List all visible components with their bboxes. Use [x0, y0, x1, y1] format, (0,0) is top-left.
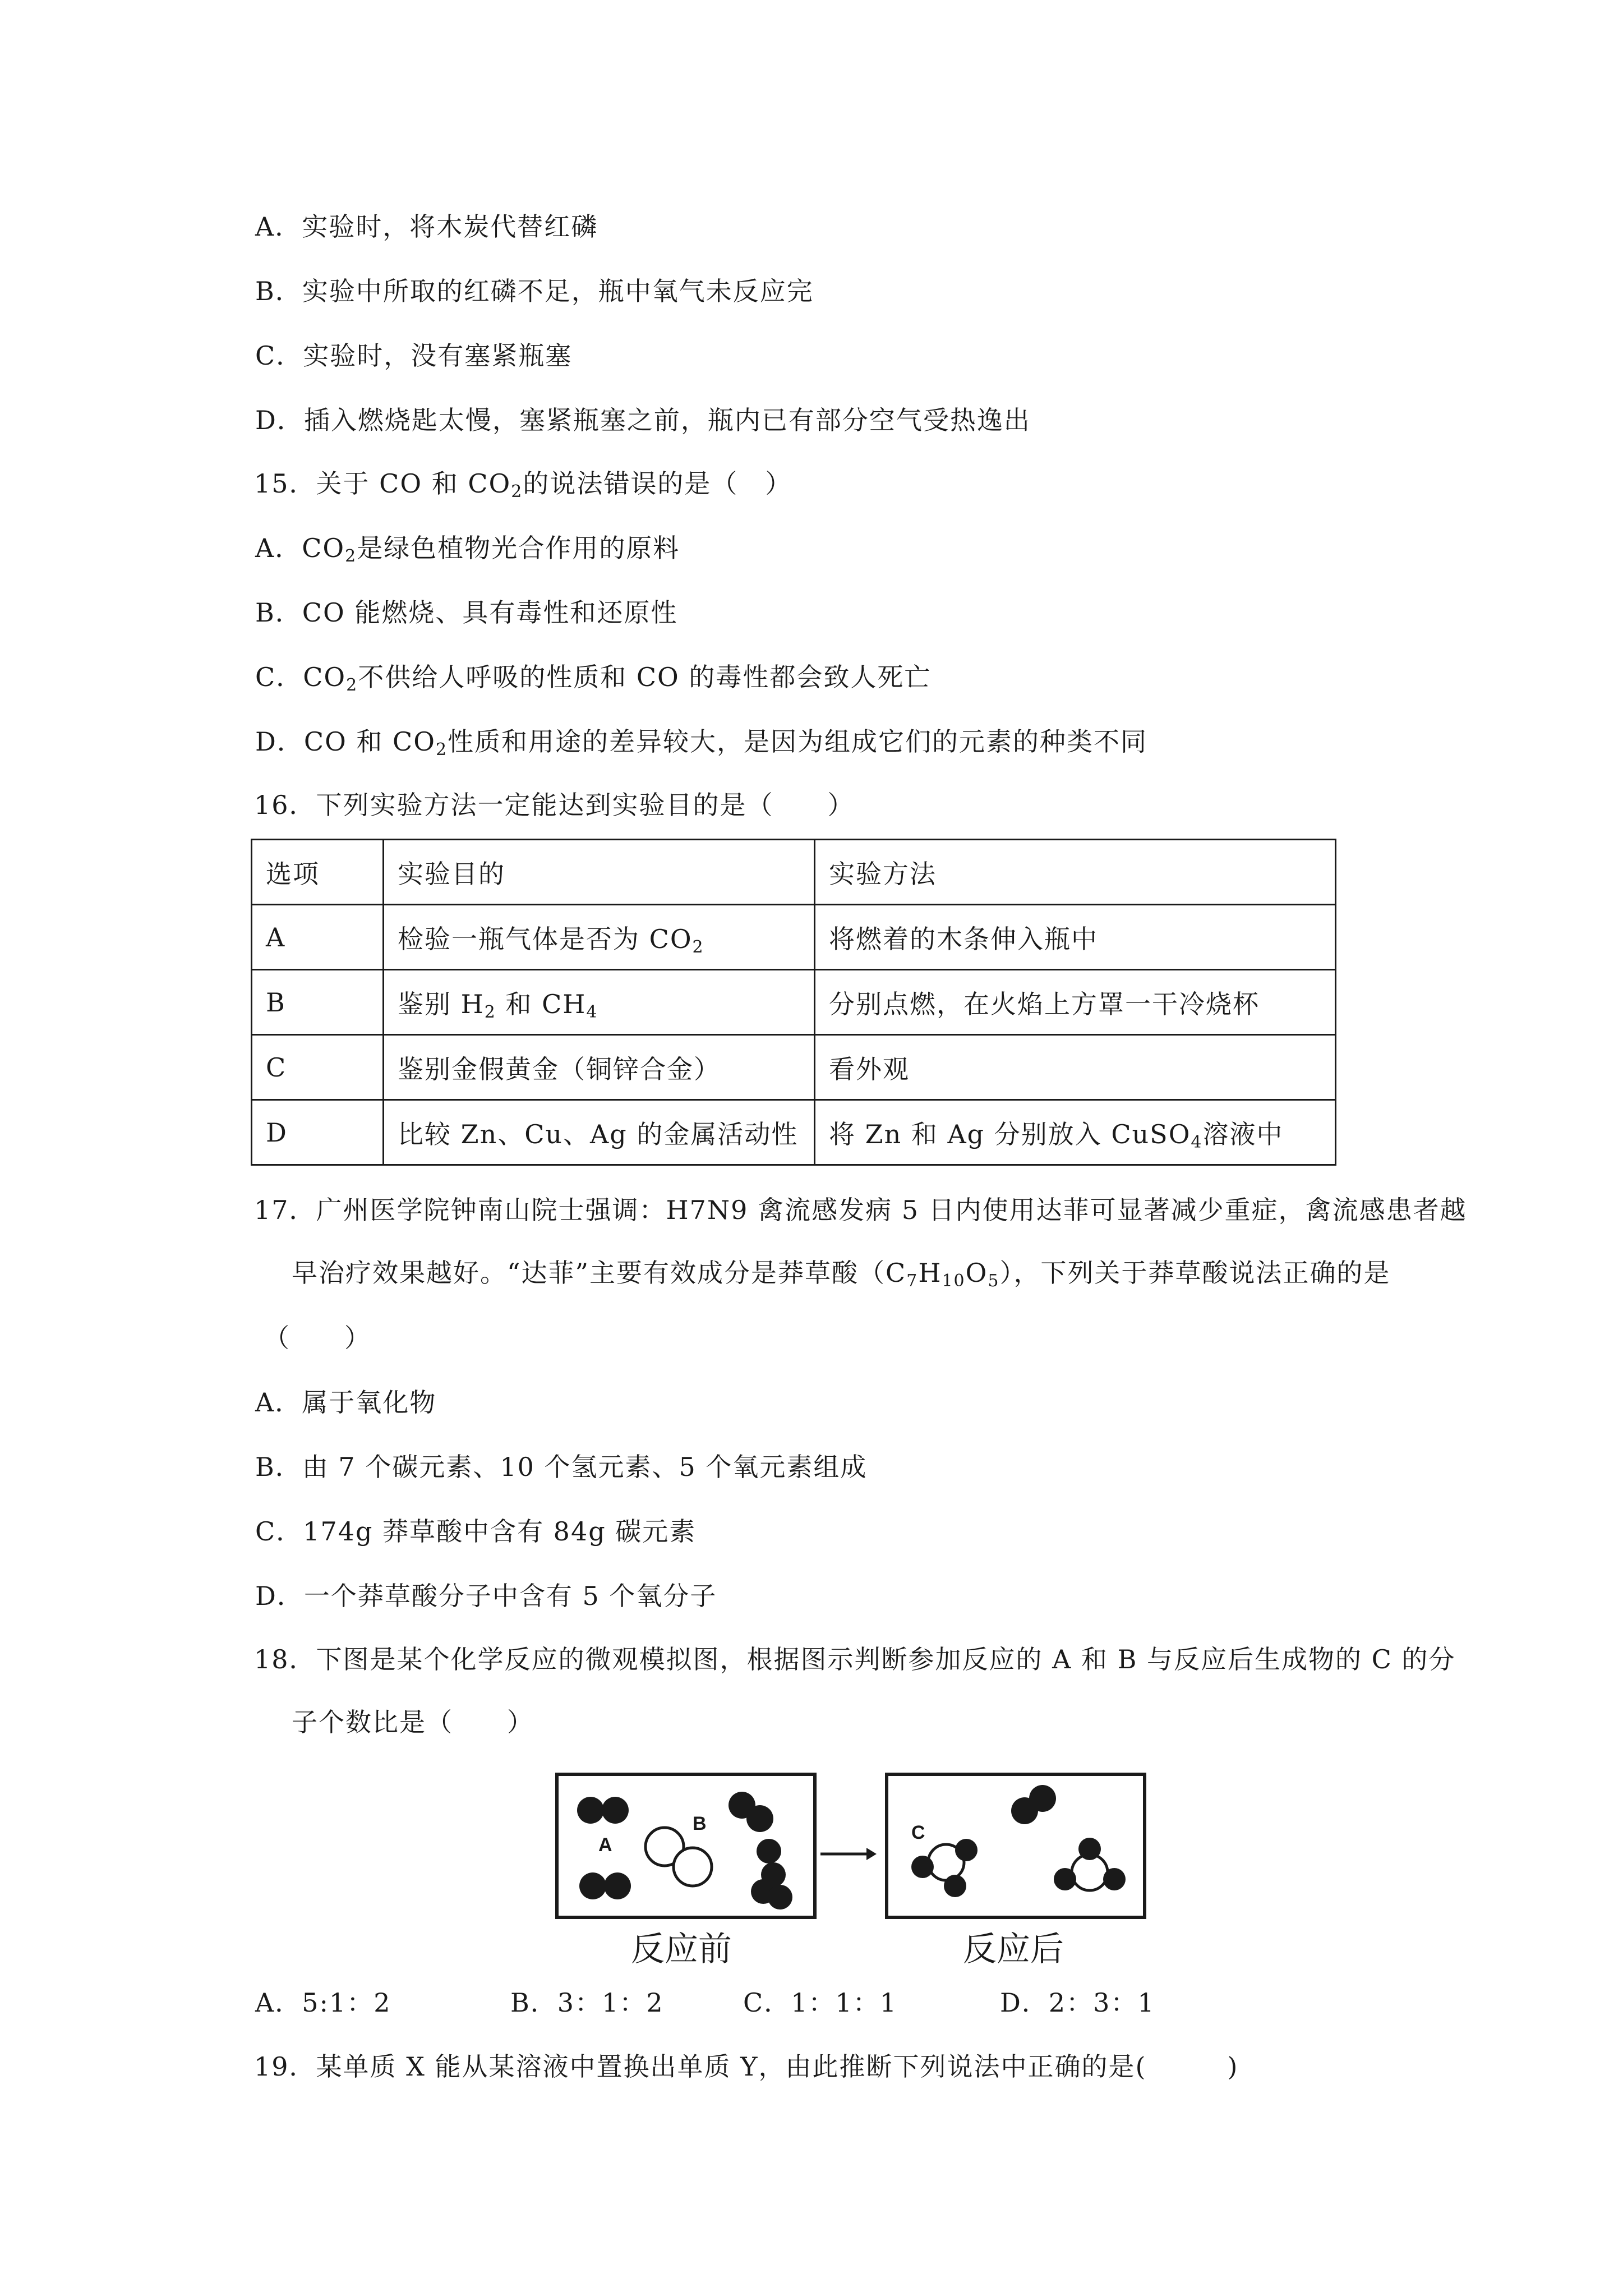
- q18-choice-d: D．2：3：1: [1000, 1987, 1155, 2018]
- q17-stem-line1: 17．广州医学院钟南山院士强调：H7N9 禽流感发病 5 日内使用达菲可显著减少重症，禽流感患者越: [254, 1195, 1467, 1225]
- header-goal: 实验目的: [384, 840, 815, 905]
- reaction-diagram: [552, 1767, 1147, 1975]
- table-row: [252, 1100, 1336, 1165]
- q14-option-b: B．实验中所取的红磷不足，瓶中氧气未反应完: [255, 276, 814, 306]
- black-atom: [1078, 1838, 1101, 1860]
- q17-option-c: C．174g 莽草酸中含有 84g 碳元素: [255, 1516, 697, 1547]
- label-c: C: [911, 1822, 925, 1843]
- q15-option-d: D．CO 和 $CO_2$性质和用途的差异较大，是因为组成它们的元素的种类不同: [255, 726, 1148, 760]
- label-a: A: [598, 1834, 612, 1856]
- arrow-head-icon: [866, 1848, 877, 1860]
- after-box: [887, 1774, 1145, 1917]
- black-atom: [911, 1856, 934, 1878]
- q17-stem-line2: 早治疗效果越好。“达菲”主要有效成分是莽草酸$(C_7H_{10}O_5)$，下列关于莽草酸说法正确的是: [292, 1258, 1391, 1291]
- black-atom: [955, 1839, 978, 1861]
- black-atom: [746, 1805, 773, 1832]
- q15-option-b: B．CO 能燃烧、具有毒性和还原性: [255, 597, 678, 628]
- row-goal: 比较 Zn、Cu、Ag 的金属活动性: [384, 1100, 815, 1165]
- q19-stem: 19．某单质 X 能从某溶液中置换出单质 Y，由此推断下列说法中正确的是( ): [254, 2051, 1239, 2082]
- q18-choice-c: C．1：1：1: [743, 1987, 897, 2018]
- table-row: [252, 970, 1336, 1035]
- white-atom: [674, 1848, 712, 1886]
- q18-choice-b: B．3：1：2: [510, 1987, 664, 2018]
- header-option: 选项: [252, 840, 384, 905]
- black-atom: [1029, 1785, 1056, 1812]
- label-b: B: [693, 1813, 707, 1834]
- black-atom: [768, 1885, 792, 1910]
- black-atom: [577, 1797, 604, 1824]
- row-method: 看外观: [815, 1035, 1336, 1100]
- q17-option-d: D．一个莽草酸分子中含有 5 个氧分子: [255, 1581, 717, 1611]
- row-method: 将燃着的木条伸入瓶中: [815, 905, 1336, 970]
- black-atom: [602, 1797, 629, 1824]
- row-method: 分别点燃，在火焰上方罩一干冷烧杯: [815, 970, 1336, 1035]
- black-atom: [1054, 1868, 1076, 1890]
- row-option: A: [252, 905, 384, 970]
- black-atom: [604, 1872, 631, 1899]
- row-goal: 鉴别 $H_2$ 和 $CH_4$: [384, 970, 815, 1035]
- black-atom: [944, 1875, 966, 1897]
- q17-answer-brackets: （ ）: [264, 1323, 371, 1353]
- q15-option-c: C．$CO_2$不供给人呼吸的性质和 CO 的毒性都会致人死亡: [255, 662, 932, 695]
- q18-stem-line1: 18．下图是某个化学反应的微观模拟图，根据图示判断参加反应的 A 和 B 与反应后生成物的 C 的分: [254, 1644, 1456, 1674]
- header-method: 实验方法: [815, 840, 1336, 905]
- q18-choice-a: A．5:1：2: [255, 1987, 391, 2018]
- q14-option-d: D．插入燃烧匙太慢，塞紧瓶塞之前，瓶内已有部分空气受热逸出: [255, 405, 1031, 435]
- black-atom: [757, 1839, 781, 1864]
- row-goal: 鉴别金假黄金（铜锌合金）: [384, 1035, 815, 1100]
- q17-option-a: A．属于氧化物: [255, 1387, 437, 1418]
- caption-before: 反应前: [631, 1930, 732, 1969]
- row-option: B: [252, 970, 384, 1035]
- q17-option-b: B．由 7 个碳元素、10 个氢元素、5 个氧元素组成: [255, 1452, 868, 1482]
- row-option: D: [252, 1100, 384, 1165]
- experiment-table: [251, 839, 1336, 1166]
- row-method: 将 Zn 和 Ag 分别放入 CuSO$_4$溶液中: [815, 1100, 1336, 1165]
- caption-after: 反应后: [963, 1930, 1064, 1969]
- q15-option-a: A．$CO_2$是绿色植物光合作用的原料: [255, 533, 680, 566]
- q18-stem-line2: 子个数比是（ ）: [292, 1707, 534, 1737]
- q14-option-a: A．实验时，将木炭代替红磷: [255, 211, 598, 242]
- q14-option-c: C．实验时，没有塞紧瓶塞: [255, 341, 573, 371]
- table-header-row: [252, 840, 1336, 905]
- black-atom: [579, 1872, 606, 1899]
- table-row: [252, 1035, 1336, 1100]
- q15-stem: 15．关于 CO 和 $CO_2$的说法错误的是（ ）: [254, 468, 792, 501]
- table-row: [252, 905, 1336, 970]
- row-goal: 检验一瓶气体是否为 $CO_2$: [384, 905, 815, 970]
- row-option: C: [252, 1035, 384, 1100]
- black-atom: [1103, 1868, 1126, 1890]
- q16-stem: 16．下列实验方法一定能达到实验目的是（ ）: [254, 790, 855, 820]
